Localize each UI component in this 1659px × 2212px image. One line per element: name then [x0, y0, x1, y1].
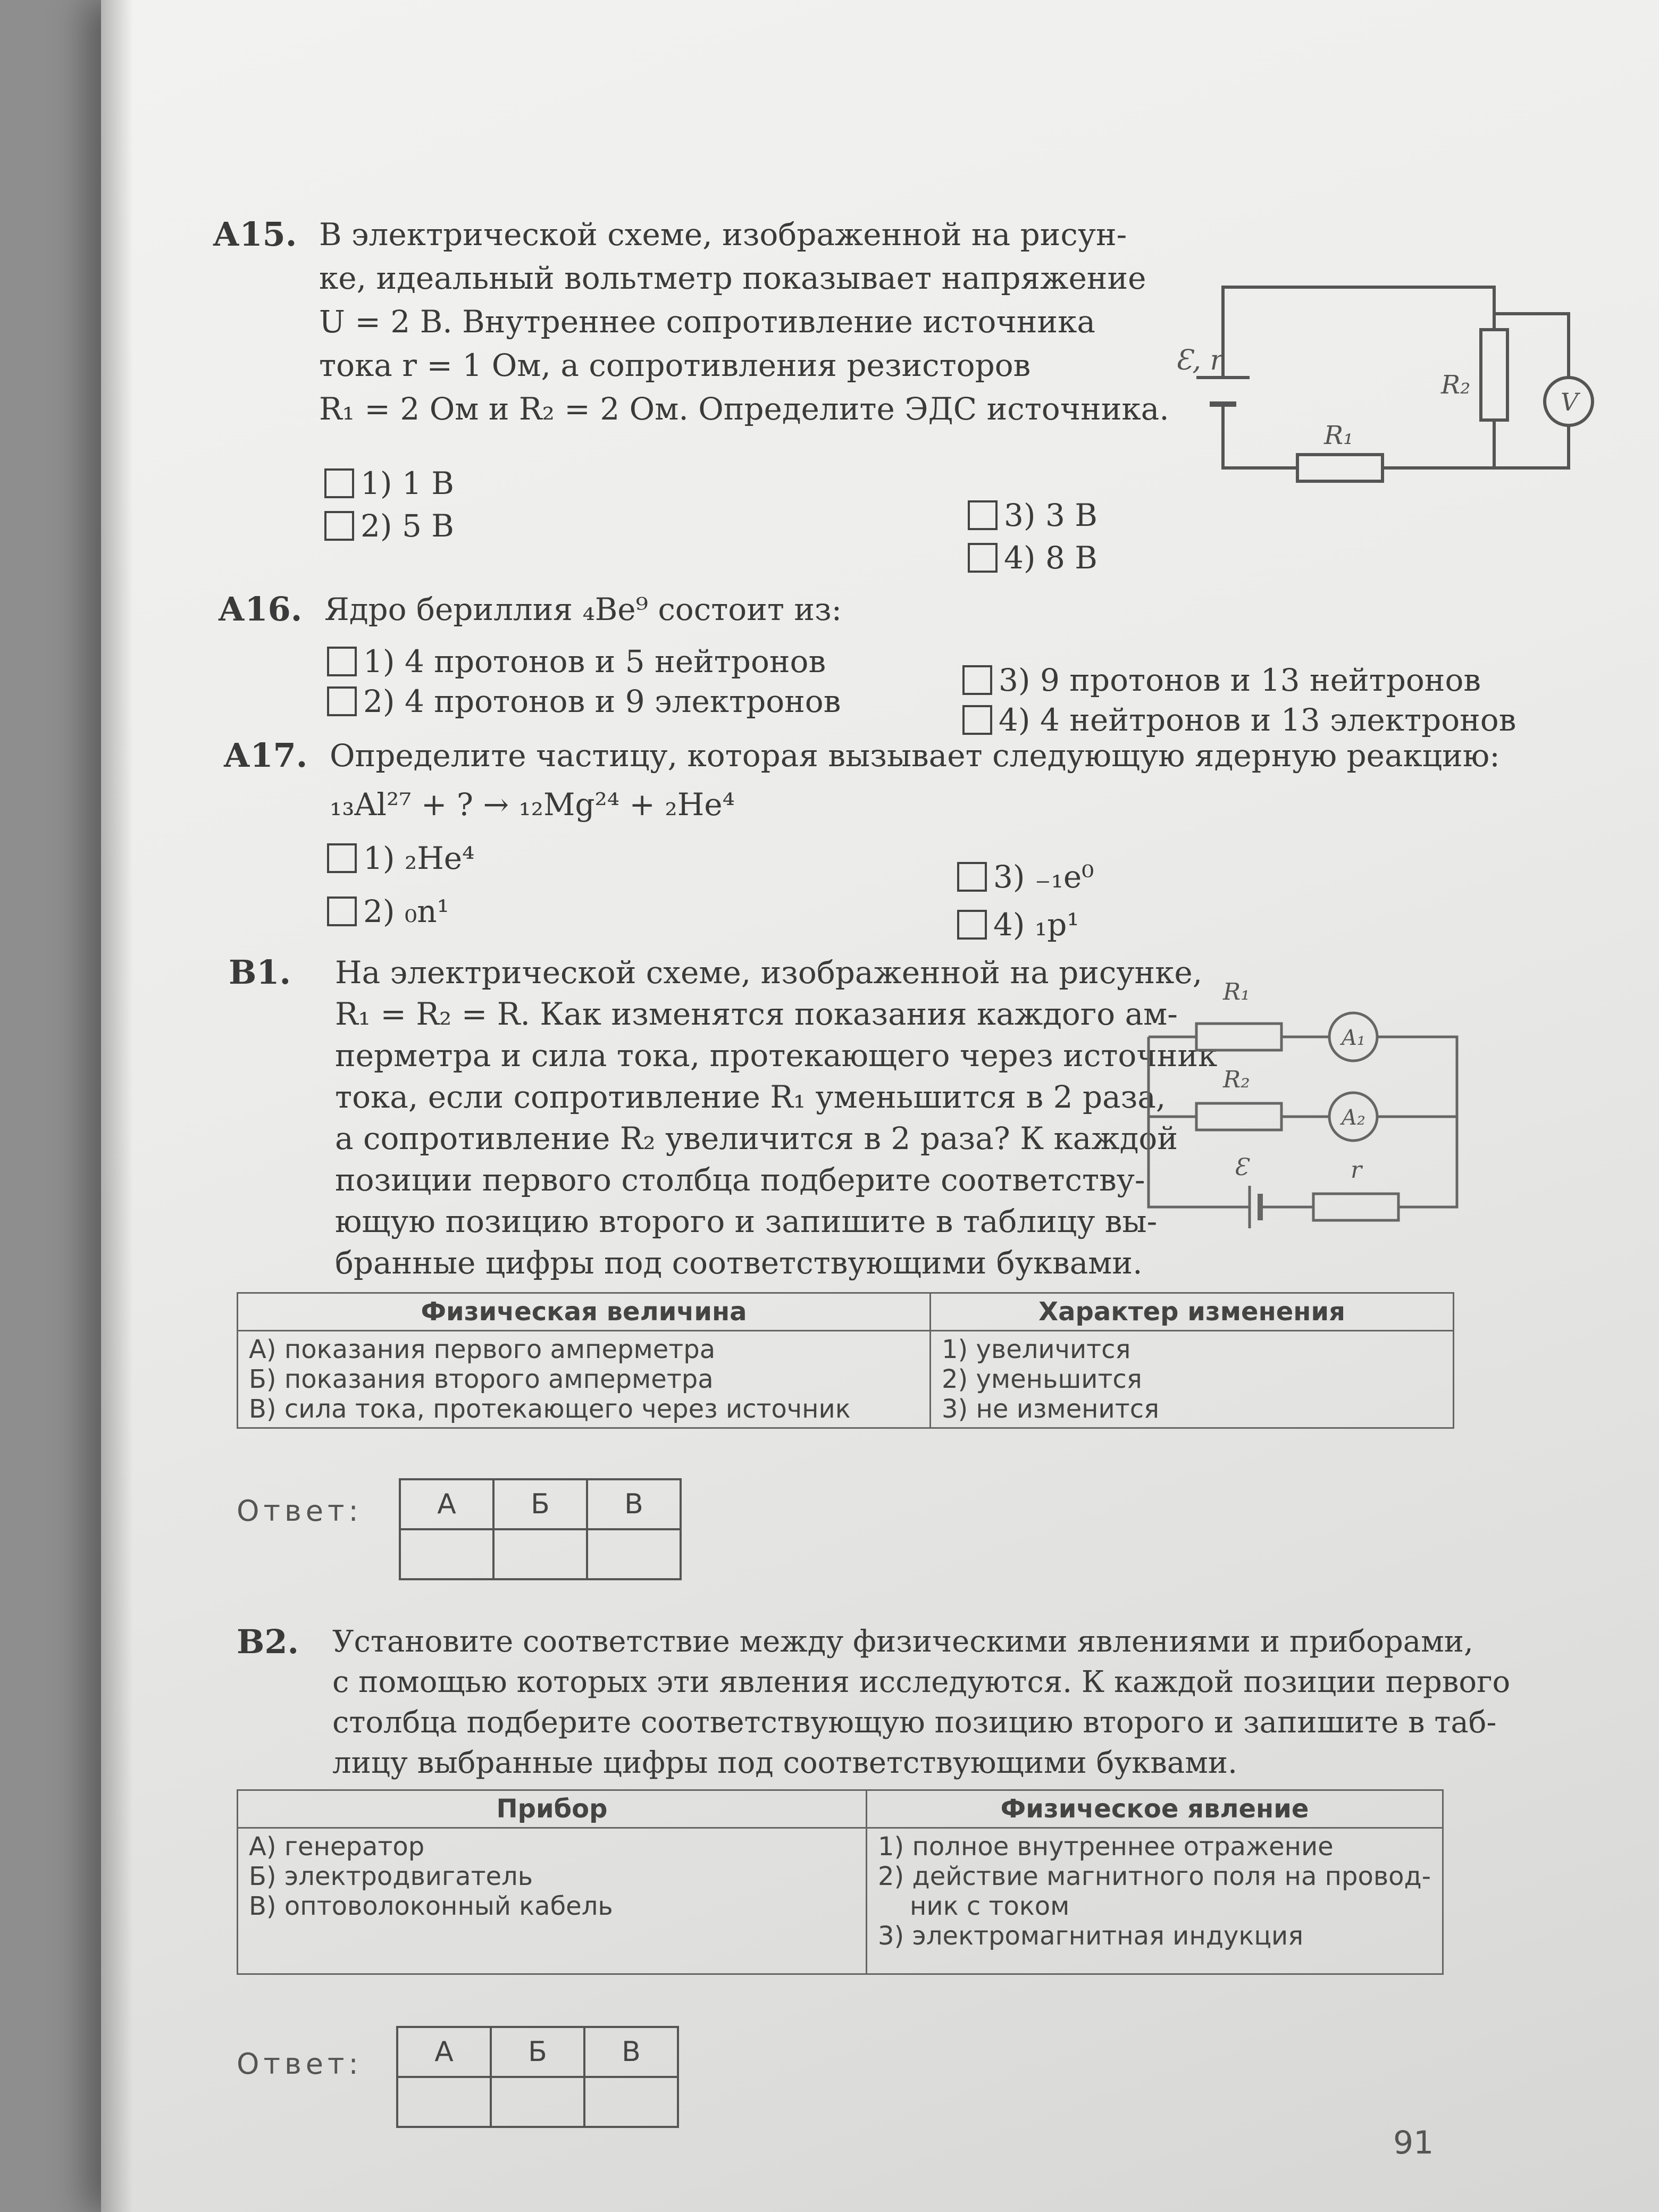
r1-label: R₁	[1223, 978, 1250, 1006]
question-number: В1.	[229, 953, 291, 992]
ammeter2-label: A₂	[1342, 1105, 1365, 1130]
emf-label: Ɛ	[1234, 1154, 1249, 1181]
r2-label: R₂	[1223, 1066, 1250, 1093]
answer-label: Ответ:	[237, 2047, 363, 2081]
checkbox[interactable]	[962, 705, 992, 735]
r2-label: R₂	[1441, 370, 1471, 400]
answer-label: Ответ:	[237, 1494, 363, 1528]
answer-cell[interactable]	[491, 2077, 584, 2127]
table-cell: 1) увеличится 2) уменьшится 3) не изменится	[931, 1331, 1454, 1428]
question-number: А15.	[213, 215, 297, 254]
table-header: Характер изменения	[931, 1293, 1454, 1331]
answer-column-header: А	[400, 1479, 493, 1529]
checkbox[interactable]	[968, 543, 998, 573]
text-line: ке, идеальный вольтметр показывает напряжение	[319, 260, 1146, 296]
r1-label: R₁	[1324, 421, 1354, 450]
checkbox[interactable]	[957, 910, 987, 940]
checkbox[interactable]	[327, 896, 357, 926]
checkbox[interactable]	[327, 647, 357, 676]
checkbox[interactable]	[324, 511, 354, 541]
table-cell: А) показания первого амперметра Б) показания второго амперметра В) сила тока, протекающего через источник	[238, 1331, 931, 1428]
answer-column-header: В	[587, 1479, 681, 1529]
voltmeter-label: V	[1561, 388, 1579, 416]
b1-matching-table	[237, 1292, 1454, 1429]
question-number: А17.	[223, 736, 308, 775]
answer-column-header: Б	[493, 1479, 587, 1529]
b2-answer-grid	[396, 2026, 679, 2128]
answer-option[interactable]: 2) 4 протонов и 9 электронов	[327, 683, 841, 719]
answer-cell[interactable]	[400, 1529, 493, 1579]
checkbox[interactable]	[324, 468, 354, 498]
answer-option[interactable]: 2) 5 В	[324, 508, 454, 544]
circuit-diagram-a15	[1164, 266, 1643, 521]
answer-cell[interactable]	[493, 1529, 587, 1579]
emf-label: Ɛ, r	[1175, 345, 1224, 376]
text-line: U = 2 В. Внутреннее сопротивление источника	[319, 304, 1095, 340]
b2-matching-table	[237, 1789, 1444, 1975]
answer-option[interactable]: 1) ₂He⁴	[327, 840, 474, 876]
table-header: Прибор	[238, 1790, 867, 1828]
question-text: Установите соответствие между физическими явлениями и приборами, с помощью которых эти явления исследуются. К каждой позиции первого столбца подберите соответствующую позицию второго и запишите в таб- лицу выбранные цифры под соответствующими буквами.	[332, 1624, 1511, 1780]
table-header: Физическое явление	[867, 1790, 1443, 1828]
page-number: 91	[1393, 2124, 1434, 2161]
text-line: тока r = 1 Ом, а сопротивления резисторов	[319, 347, 1031, 383]
page-shadow	[101, 0, 133, 2212]
answer-option[interactable]: 4) ₁p¹	[957, 907, 1079, 943]
question-number: В2.	[237, 1622, 299, 1661]
table-cell: А) генератор Б) электродвигатель В) оптоволоконный кабель	[238, 1828, 867, 1974]
table-header: Физическая величина	[238, 1293, 931, 1331]
r-label: r	[1351, 1157, 1362, 1184]
reaction-equation: ₁₃Al²⁷ + ? → ₁₂Mg²⁴ + ₂He⁴	[330, 786, 735, 823]
answer-option[interactable]: 2) ₀n¹	[327, 893, 449, 929]
answer-cell[interactable]	[587, 1529, 681, 1579]
table-cell: 1) полное внутреннее отражение 2) действие магнитного поля на провод- ник с током 3) электромагнитная индукция	[867, 1828, 1443, 1974]
answer-column-header: Б	[491, 2027, 584, 2077]
text-line: В электрической схеме, изображенной на рисун-	[319, 216, 1127, 253]
answer-column-header: В	[584, 2027, 678, 2077]
text-line: R₁ = 2 Ом и R₂ = 2 Ом. Определите ЭДС источника.	[319, 391, 1169, 427]
answer-option[interactable]: 3) ₋₁e⁰	[957, 859, 1094, 895]
answer-option[interactable]: 1) 1 В	[324, 465, 454, 501]
checkbox[interactable]	[327, 686, 357, 716]
circuit-diagram-b1	[1127, 968, 1574, 1244]
textbook-page	[101, 0, 1659, 2212]
checkbox[interactable]	[327, 843, 357, 873]
answer-option[interactable]: 1) 4 протонов и 5 нейтронов	[327, 643, 826, 680]
answer-cell[interactable]	[397, 2077, 491, 2127]
answer-cell[interactable]	[584, 2077, 678, 2127]
question-text: Ядро бериллия ₄Be⁹ состоит из:	[324, 591, 842, 627]
answer-option[interactable]: 4) 4 нейтронов и 13 электронов	[962, 702, 1516, 738]
question-text: На электрической схеме, изображенной на рисунке, R₁ = R₂ = R. Как изменятся показания каждого ам- перметра и сила тока, протекающего через источник тока, если сопротивление R₁ уменьшится в 2 раза, а сопротивление R₂ увеличится в 2 раза? К каждой позиции первого столбца подберите соответству- ющую позицию второго и запишите в таблицу вы- бранные цифры под соответствующими буквами.	[335, 954, 1218, 1281]
question-number: А16.	[218, 590, 303, 629]
checkbox[interactable]	[957, 862, 987, 892]
answer-column-header: А	[397, 2027, 491, 2077]
answer-option[interactable]: 3) 3 В	[968, 497, 1097, 533]
checkbox[interactable]	[962, 665, 992, 695]
question-text: Определите частицу, которая вызывает следующую ядерную реакцию: ₁₃Al²⁷ + ? → ₁₂Mg²⁴ + ₂He⁴	[330, 734, 1500, 826]
answer-option[interactable]: 4) 8 В	[968, 540, 1097, 576]
b1-answer-grid	[399, 1478, 682, 1580]
checkbox[interactable]	[968, 500, 998, 530]
ammeter1-label: A₁	[1342, 1026, 1365, 1050]
answer-option[interactable]: 3) 9 протонов и 13 нейтронов	[962, 662, 1481, 698]
